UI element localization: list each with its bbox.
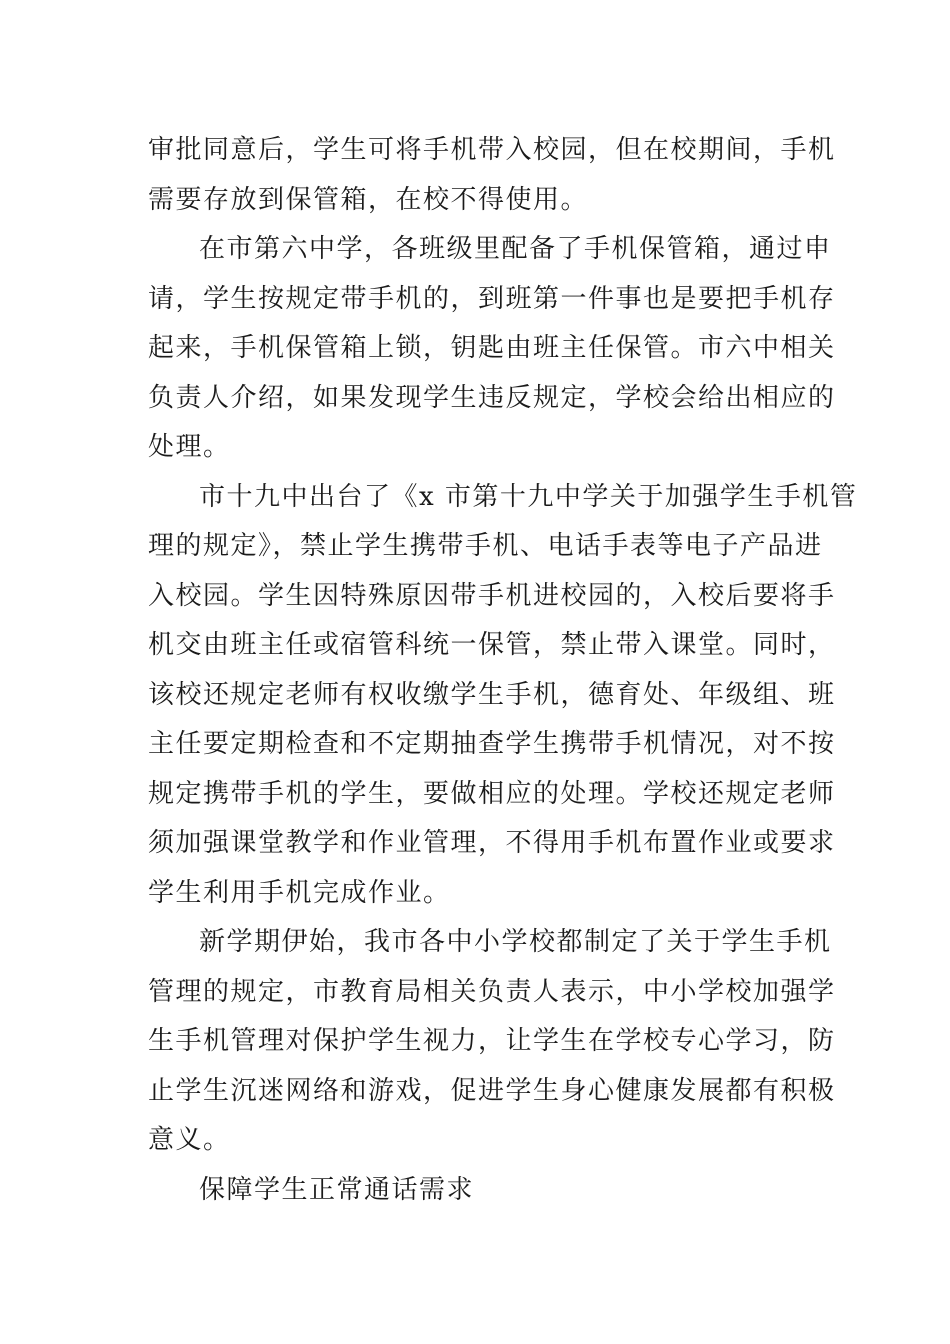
section-heading: 保障学生正常通话需求	[199, 1174, 475, 1205]
text-line: 管理的规定，市教育局相关负责人表示，中小学校加强学	[148, 976, 836, 1007]
paragraph-2	[148, 225, 836, 473]
text-line: 入校园。学生因特殊原因带手机进校园的，入校后要将手	[148, 580, 836, 611]
text-line: 起来，手机保管箱上锁，钥匙由班主任保管。市六中相关	[148, 333, 836, 363]
text-line: 审批同意后，学生可将手机带入校园，但在校期间，手机	[148, 135, 836, 165]
text-line: 理的规定》，禁止学生携带手机、电话手表等电子产品进	[148, 531, 823, 561]
text-line: 处理。	[148, 432, 231, 462]
text-line: 规定携带手机的学生，要做相应的处理。学校还规定老师	[148, 778, 836, 809]
text-line: 止学生沉迷网络和游戏，促进学生身心健康发展都有积极	[148, 1075, 836, 1106]
text-line: 主任要定期检查和不定期抽查学生携带手机情况，对不按	[148, 729, 836, 759]
text-line: 请，学生按规定带手机的，到班第一件事也是要把手机存	[148, 283, 836, 314]
text-line: 该校还规定老师有权收缴学生手机，德育处、年级组、班	[148, 679, 836, 710]
paragraph-4	[148, 918, 836, 1166]
text-line: 意义。	[148, 1125, 231, 1155]
text-line: 学生利用手机完成作业。	[148, 877, 451, 908]
paragraph-1	[148, 126, 836, 225]
text-line: 负责人介绍，如果发现学生违反规定，学校会给出相应的	[148, 382, 836, 413]
document-body	[148, 126, 858, 1215]
paragraph-3	[148, 473, 858, 919]
text-line: 市十九中出台了《x 市第十九中学关于加强学生手机管	[199, 481, 858, 512]
text-line: 机交由班主任或宿管科统一保管，禁止带入课堂。同时，	[148, 630, 836, 660]
text-line: 生手机管理对保护学生视力，让学生在学校专心学习，防	[148, 1026, 836, 1056]
text-line: 需要存放到保管箱，在校不得使用。	[148, 184, 589, 215]
text-line: 新学期伊始，我市各中小学校都制定了关于学生手机	[199, 927, 832, 957]
text-line: 在市第六中学，各班级里配备了手机保管箱，通过申	[199, 234, 832, 264]
text-line: 须加强课堂教学和作业管理，不得用手机布置作业或要求	[148, 828, 836, 858]
